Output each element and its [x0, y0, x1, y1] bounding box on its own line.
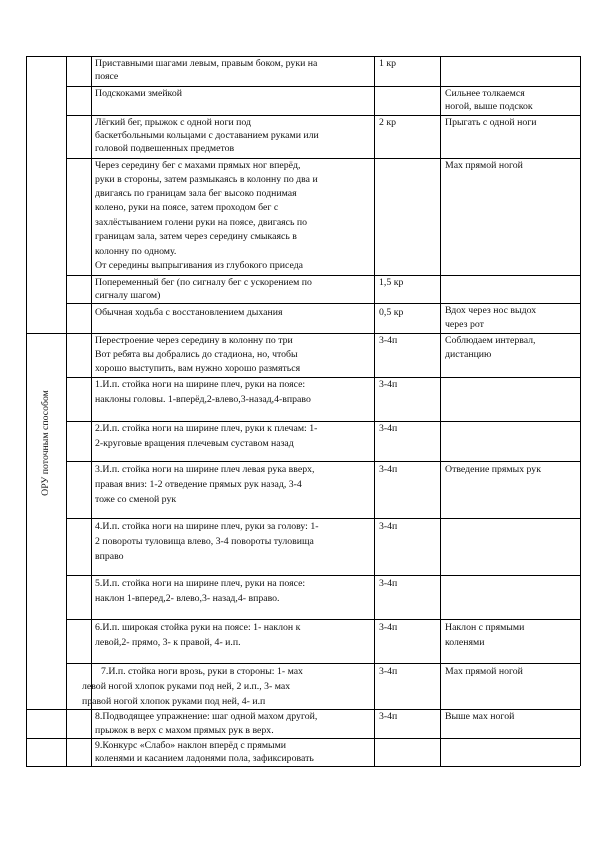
note-text: ногой, выше подскок: [445, 101, 533, 112]
exercise-text: левой,2- прямо, 3- к правой, 4- и.п.: [95, 637, 241, 648]
exercise-text: колено, руки на поясе, затем проходом бег с: [95, 202, 279, 213]
row-divider: [66, 619, 580, 620]
note-text: Соблюдаем интервал,: [445, 335, 536, 346]
dosage-text: 3-4п: [379, 521, 398, 532]
exercise-text: 1.И.п. стойка ноги на ширине плеч, руки на поясе:: [95, 379, 306, 390]
exercise-text: руки в стороны, затем размыкаясь в колонну по два и: [95, 174, 318, 185]
row-divider: [66, 461, 580, 462]
exercise-text: правая вниз: 1-2 отведение прямых рук назад, 3-4: [95, 479, 302, 490]
exercise-text: Перестроение через середину в колонну по три: [95, 335, 293, 346]
exercise-text: сигналу шагом): [95, 290, 161, 301]
dosage-text: 0,5 кр: [379, 307, 404, 318]
note-text: коленями: [445, 637, 485, 648]
row-divider: [66, 575, 580, 576]
exercise-text: Лёгкий бег, прыжок с одной ноги под: [95, 117, 252, 128]
note-text: Вдох через нос выдох: [445, 305, 537, 316]
note-text: дистанцию: [445, 349, 492, 360]
exercise-text: двигаясь по границам зала бег высоко поднимая: [95, 188, 297, 199]
col-divider-1: [66, 56, 67, 766]
note-text: Мах прямой ногой: [445, 160, 523, 171]
note-text: Прыгать с одной ноги: [445, 117, 537, 128]
note-text: через рот: [445, 319, 484, 330]
dosage-text: 3-4п: [379, 711, 398, 722]
dosage-text: 3-4п: [379, 335, 398, 346]
exercise-text: наклон 1-вперед,2- влево,3- назад,4- вправо.: [95, 593, 280, 604]
exercise-text: коленями и касанием ладонями пола, зафиксировать: [95, 753, 314, 764]
exercise-text: 5.И.п. стойка ноги на ширине плеч, руки на поясе:: [95, 578, 306, 589]
exercise-text: Обычная ходьба с восстановлением дыхания: [95, 307, 283, 318]
dosage-text: 3-4п: [379, 379, 398, 390]
exercise-text: головой подвешенных предметов: [95, 143, 235, 154]
section-label: ОРУ поточным способом: [40, 390, 51, 496]
exercise-text: От середины выпрыгивания из глубокого приседа: [95, 260, 304, 271]
exercise-text: 7.И.п. стойка ноги врозь, руки в стороны: 1- мах: [101, 666, 303, 677]
dosage-text: 3-4п: [379, 666, 398, 677]
note-text: Выше мах ногой: [445, 711, 515, 722]
dosage-text: 3-4п: [379, 423, 398, 434]
row-divider: [66, 663, 580, 664]
note-text: Наклон с прямыми: [445, 622, 525, 633]
note-text: Мах прямой ногой: [445, 666, 523, 677]
col-divider-2: [91, 56, 92, 766]
exercise-text: захлёстыванием голени руки на поясе, двигаясь по: [95, 217, 308, 228]
exercise-text: границам зала, затем через середину смыкаясь в: [95, 231, 297, 242]
table-border-bottom: [26, 766, 580, 767]
exercise-text: прыжок в верх с махом прямых рук в верх.: [95, 725, 274, 736]
exercise-text: колонну по одному.: [95, 246, 177, 257]
dosage-text: 1,5 кр: [379, 277, 404, 288]
exercise-text: Попеременный бег (по сигналу бег с ускорением по: [95, 277, 312, 288]
exercise-text: баскетбольными кольцами с доставанием руками или: [95, 130, 319, 141]
col-divider-3: [374, 56, 375, 766]
exercise-text: Приставными шагами левым, правым боком, руки на: [95, 58, 318, 69]
dosage-text: 3-4п: [379, 464, 398, 475]
exercise-text: 4.И.п. стойка ноги на ширине плеч, руки за голову: 1-: [95, 521, 319, 532]
col-divider-4: [440, 56, 441, 766]
section-label-cell: [26, 338, 66, 548]
row-divider: [66, 518, 580, 519]
dosage-text: 2 кр: [379, 117, 397, 128]
table-border-right: [580, 56, 581, 766]
note-text: Сильнее толкаемся: [445, 88, 525, 99]
exercise-text: Через середину бег с махами прямых ног вперёд,: [95, 160, 301, 171]
exercise-text: 2.И.п. стойка ноги на ширине плеч, руки к плечам: 1-: [95, 423, 318, 434]
exercise-text: 8.Подводящее упражнение: шаг одной махом другой,: [95, 711, 318, 722]
exercise-text: 6.И.п. широкая стойка руки на поясе: 1- наклон к: [95, 622, 301, 633]
exercise-text: левой ногой хлопок руками под ней, 2 и.п., 3- мах: [82, 681, 291, 692]
exercise-text: Подскоками змейкой: [95, 88, 182, 99]
exercise-text: поясе: [95, 71, 119, 82]
exercise-text: хорошо выступить, вам нужно хорошо размяться: [95, 363, 301, 374]
exercise-text: тоже со сменой рук: [95, 494, 177, 505]
exercise-text: 2-круговые вращения плечевым суставом назад: [95, 438, 294, 449]
exercise-text: 3.И.п. стойка ноги на ширине плеч левая рука вверх,: [95, 464, 315, 475]
dosage-text: 3-4п: [379, 578, 398, 589]
dosage-text: 1 кр: [379, 58, 397, 69]
exercise-text: Вот ребята вы добрались до стадиона, но, чтобы: [95, 349, 298, 360]
exercise-text: наклоны головы. 1-вперёд,2-влево,3-назад,4-вправо: [95, 394, 311, 405]
exercise-text: 2 повороты туловища влево, 3-4 повороты туловища: [95, 536, 314, 547]
exercise-text: вправо: [95, 551, 124, 562]
dosage-text: 3-4п: [379, 622, 398, 633]
exercise-text: правой ногой хлопок руками под ней, 4- и.п: [82, 696, 266, 707]
exercise-text: 9.Конкурс «Слабо» наклон вперёд с прямыми: [95, 740, 287, 751]
note-text: Отведение прямых рук: [445, 464, 541, 475]
